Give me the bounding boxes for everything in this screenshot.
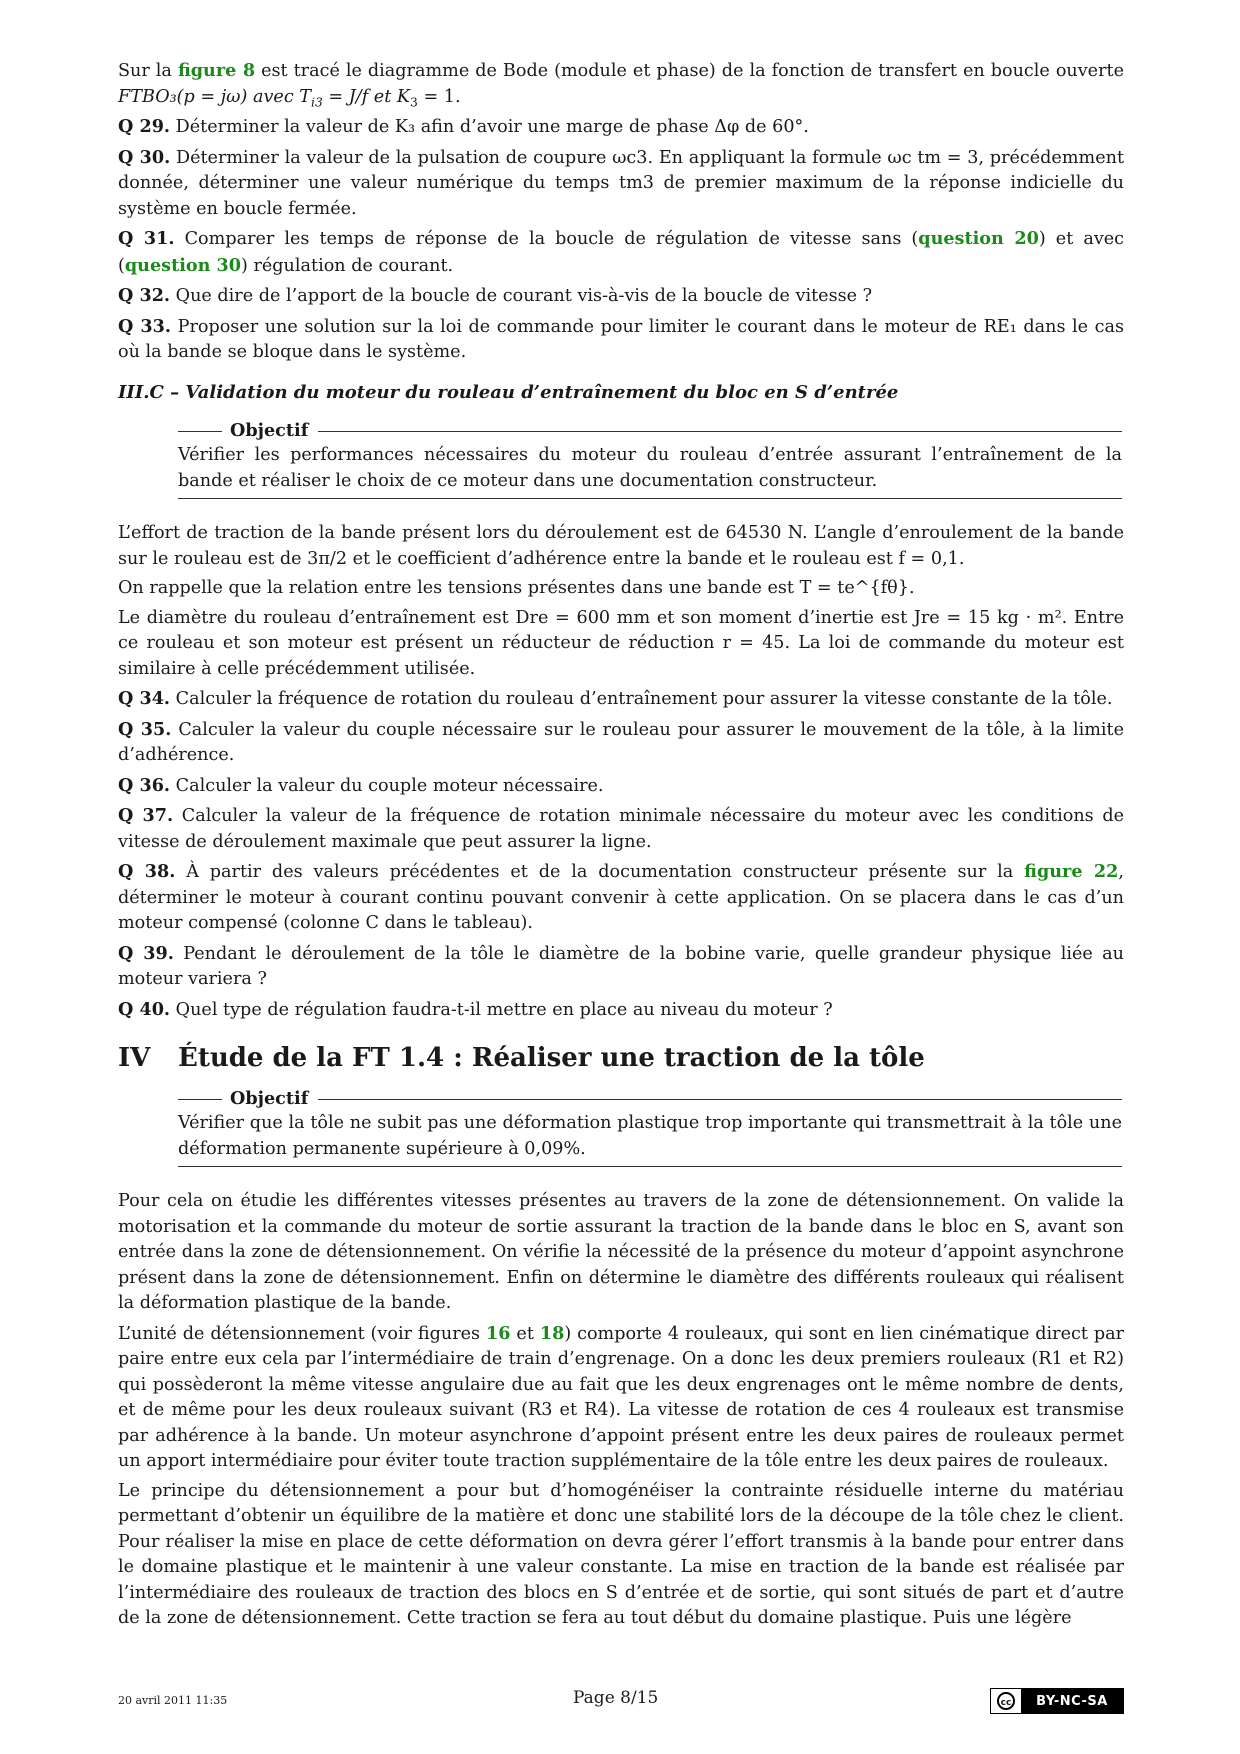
question-text: , déterminer le moteur à courant continu pouvant convenir à cette application. On se placera dans le cas d’un moteur compensé (colonne C dans le tableau). — [118, 862, 1125, 933]
question-text: Déterminer la valeur de K₃ afin d’avoir une marge de phase Δφ de 60°. — [175, 117, 809, 137]
section-title: Étude de la FT 1.4 : Réaliser une traction de la tôle — [178, 1043, 925, 1073]
objective-dash — [178, 431, 222, 432]
page-content — [118, 58, 1124, 1636]
question-31 — [118, 226, 1124, 279]
math: FTBO₃(p = jω) avec T — [118, 86, 312, 107]
question-text: ) régulation de courant. — [241, 255, 454, 276]
math-sub: 3 — [410, 95, 418, 110]
question-number: Q 33. — [118, 315, 172, 337]
question-text: Que dire de l’apport de la boucle de courant vis-à-vis de la boucle de vitesse ? — [175, 286, 873, 306]
question-number: Q 38. — [118, 861, 176, 882]
question-30 — [118, 145, 1124, 223]
body-paragraph: Pour cela on étudie les différentes vitesses présentes au travers de la zone de détensionnement. On valide la motorisation et la commande du moteur de sortie assurant la traction de la bande dans le bloc en S, avant son entrée dans la zone de détensionnement. On vérifie la nécessité de la présence du moteur d’appoint asynchrone présent dans la zone de détensionnement. Enfin on détermine le diamètre des différents rouleaux qui réalisent la déformation plastique de la bande. — [118, 1191, 1124, 1313]
objective-box-2 — [178, 1087, 1122, 1167]
section-number: IV — [118, 1043, 151, 1073]
text: et — [516, 1323, 534, 1344]
figure-22-link[interactable]: figure 22 — [1024, 861, 1119, 882]
question-text: Calculer la valeur du couple moteur nécessaire. — [175, 775, 604, 796]
question-number: Q 31. — [118, 228, 175, 249]
body-paragraph: L’effort de traction de la bande présent lors du déroulement est de 64530 N. L’angle d’enroulement de la bande sur le rouleau est de 3π/2 et le coefficient d’adhérence entre la bande et le rouleau est f = 0,1. — [118, 523, 1124, 569]
objective-header — [178, 419, 1122, 443]
objective-dash — [178, 1099, 222, 1100]
figure-18-link[interactable]: 18 — [539, 1322, 565, 1344]
question-37 — [118, 803, 1124, 855]
question-text: Calculer la fréquence de rotation du rouleau d’entraînement pour assurer la vitesse constante de la tôle. — [175, 689, 1113, 709]
question-30-link[interactable]: question 30 — [124, 254, 242, 276]
figure-8-link[interactable]: figure 8 — [177, 60, 256, 81]
question-number: Q 32. — [118, 285, 171, 306]
question-39 — [118, 941, 1124, 993]
question-text: Proposer une solution sur la loi de commande pour limiter le courant dans le moteur de RE₁ dans le cas où la bande se bloque dans le système. — [118, 316, 1125, 362]
section-4-heading — [118, 1041, 1124, 1075]
license-text: BY-NC-SA — [1036, 1693, 1108, 1709]
text: est tracé le diagramme de Bode (module et phase) de la fonction de transfert en boucle ouverte — [261, 61, 1124, 81]
text: L’unité de détensionnement (voir figures — [118, 1323, 481, 1344]
body-paragraph — [118, 1321, 1124, 1475]
body-paragraph: On rappelle que la relation entre les tensions présentes dans une bande est T = te^{fθ}. — [118, 578, 915, 598]
question-20-link[interactable]: question 20 — [918, 228, 1039, 249]
license-badge[interactable] — [990, 1688, 1124, 1714]
question-text: Comparer les temps de réponse de la boucle de régulation de vitesse sans ( — [184, 229, 919, 249]
figure-16-link[interactable]: 16 — [486, 1322, 511, 1344]
question-number: Q 30. — [118, 146, 171, 168]
body-paragraph: Le diamètre du rouleau d’entraînement est Dre = 600 mm et son moment d’inertie est Jre = 15 kg · m². Entre ce rouleau et son moteur est présent un réducteur de réduction r = 45. La loi de commande du moteur est similaire à celle précédemment utilisée. — [118, 607, 1124, 679]
footer-date: 20 avril 2011 11:35 — [118, 1694, 228, 1707]
question-number: Q 34. — [118, 688, 171, 709]
math: = J/f et K — [322, 86, 411, 107]
objective-label: Objectif — [230, 420, 309, 441]
question-text: Quel type de régulation faudra-t-il mettre en place au niveau du moteur ? — [175, 999, 833, 1020]
question-33 — [118, 314, 1124, 366]
objective-rule — [318, 1099, 1122, 1100]
body-paragraph: Le principe du détensionnement a pour but d’homogénéiser la contrainte résiduelle interne du matériau permettant d’obtenir un équilibre de la matière et donc une stabilité lors de la découpe de la tôle chez le client. Pour réaliser la mise en place de cette déformation on devra gérer l’effort transmis à la bande pour entrer dans le domaine plastique et le maintenir à une valeur constante. La mise en traction de la bande est réalisée par l’intermédiaire des rouleaux de traction des blocs en S d’entrée et de sortie, qui sont situés de part et d’autre de la zone de détensionnement. Cette traction se fera au tout début du domaine plastique. Puis une légère — [118, 1480, 1124, 1628]
math: = 1. — [417, 86, 461, 107]
question-number: Q 36. — [118, 774, 171, 796]
page-footer — [118, 1688, 1124, 1718]
question-29 — [118, 114, 1124, 141]
intro-paragraph — [118, 58, 1124, 110]
text: Sur la — [118, 61, 172, 81]
question-text: ) et avec ( — [118, 229, 1125, 276]
objective-text: Vérifier que la tôle ne subit pas une déformation plastique trop importante qui transmettrait à la tôle une déformation permanente supérieure à 0,09%. — [178, 1111, 1122, 1167]
objective-header — [178, 1087, 1122, 1111]
section-3c-heading: III.C – Validation du moteur du rouleau d’entraînement du bloc en S d’entrée — [118, 381, 899, 403]
question-text: Calculer la valeur de la fréquence de rotation minimale nécessaire du moteur avec les conditions de vitesse de déroulement maximale que peut assurer la ligne. — [118, 806, 1124, 852]
question-text: Calculer la valeur du couple nécessaire sur le rouleau pour assurer le mouvement de la tôle, à la limite d’adhérence. — [118, 719, 1124, 765]
question-text: Déterminer la valeur de la pulsation de coupure ωc3. En appliquant la formule ωc tm = 3, précédemment donnée, déterminer une valeur numérique du temps tm3 de premier maximum de la réponse indicielle du système en boucle fermée. — [118, 147, 1125, 219]
page-number: Page 8/15 — [573, 1688, 659, 1708]
objective-rule — [318, 431, 1122, 432]
question-34 — [118, 686, 1124, 713]
question-36 — [118, 773, 1124, 800]
question-number: Q 35. — [118, 718, 172, 740]
math-sub: i3 — [311, 95, 323, 110]
cc-logo-text: cc — [997, 1692, 1015, 1710]
objective-box-1 — [178, 419, 1122, 499]
question-number: Q 39. — [118, 942, 174, 964]
question-40 — [118, 997, 1124, 1024]
objective-text: Vérifier les performances nécessaires du moteur du rouleau d’entrée assurant l’entraînement de la bande et réaliser le choix de ce moteur dans une documentation constructeur. — [178, 443, 1122, 499]
question-32 — [118, 283, 1124, 310]
cc-icon — [991, 1689, 1021, 1713]
question-number: Q 37. — [118, 805, 174, 826]
text: ) comporte 4 rouleaux, qui sont en lien cinématique direct par paire entre eux cela par l’intermédiaire de train d’engrenage. On a donc les deux premiers rouleaux (R1 et R2) qui possèderont la même vitesse angulaire due au fait que les deux engrenages ont le même nombre de dents, et de même pour les deux rouleaux suivant (R3 et R4). La vitesse de rotation de ces 4 rouleaux est transmise par adhérence à la bande. Un moteur asynchrone d’appoint présent entre les deux paires de rouleaux permet un apport intermédiaire pour éviter toute traction supplémentaire de la tôle entre les deux paires de rouleaux. — [118, 1323, 1125, 1471]
question-38 — [118, 859, 1124, 937]
question-text: À partir des valeurs précédentes et de la documentation constructeur présente sur la — [186, 862, 1014, 882]
question-text: Pendant le déroulement de la tôle le diamètre de la bobine varie, quelle grandeur physique liée au moteur variera ? — [118, 943, 1124, 989]
question-number: Q 29. — [118, 116, 171, 137]
question-35 — [118, 717, 1124, 769]
objective-label: Objectif — [230, 1088, 309, 1109]
question-number: Q 40. — [118, 998, 171, 1020]
